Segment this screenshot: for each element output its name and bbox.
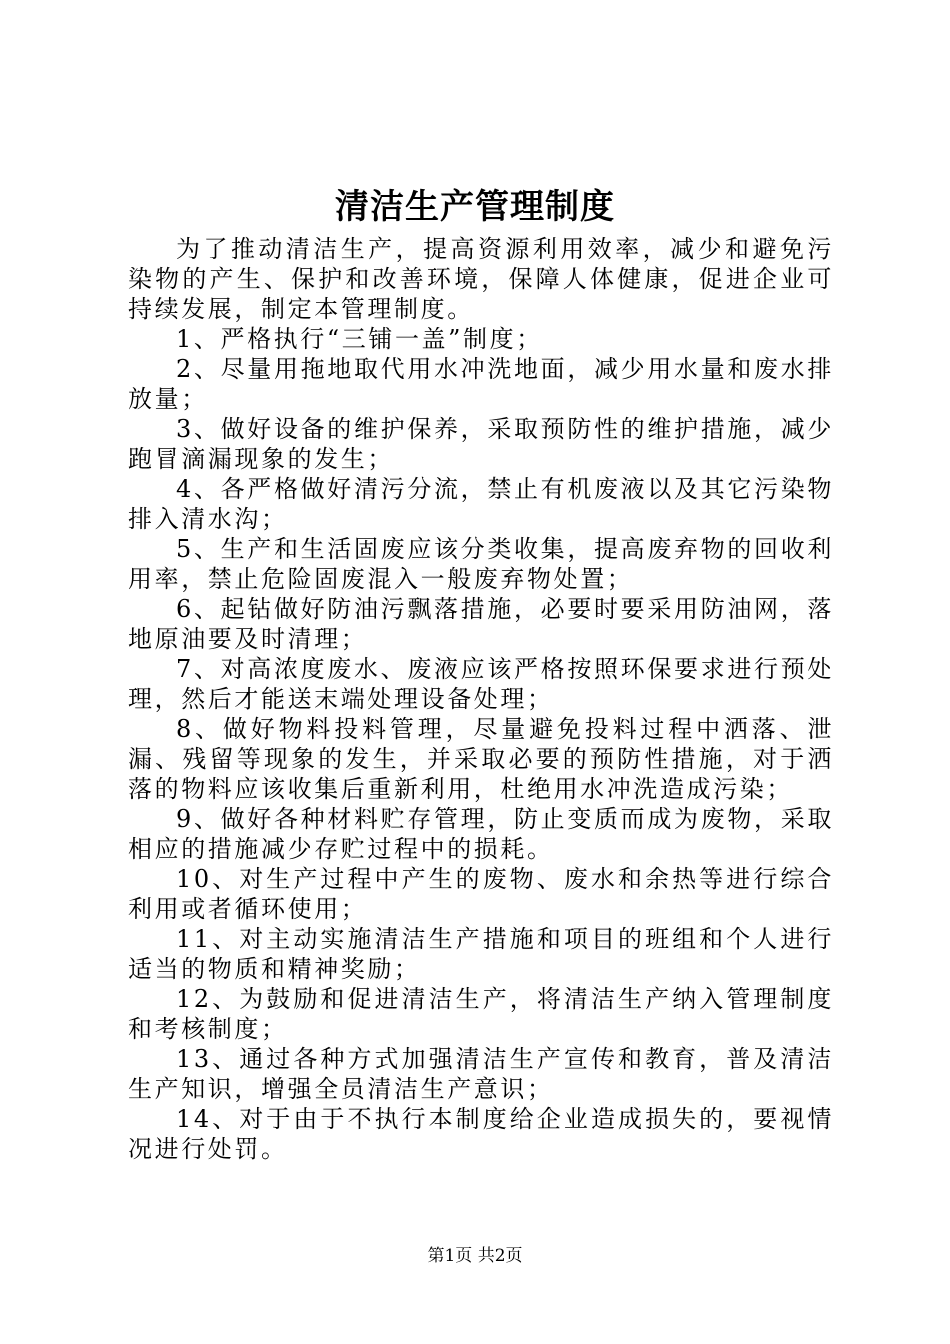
rule-item-9: 9、做好各种材料贮存管理，防止变质而成为废物，采取相应的措施减少存贮过程中的损耗。 (128, 805, 834, 863)
document-body (128, 234, 834, 1164)
rule-item-4: 4、各严格做好清污分流，禁止有机废液以及其它污染物排入清水沟； (128, 475, 834, 533)
rule-item-6: 6、起钻做好防油污飘落措施，必要时要采用防油网，落地原油要及时清理； (128, 595, 834, 653)
rule-item-11: 11、对主动实施清洁生产措施和项目的班组和个人进行适当的物质和精神奖励； (128, 925, 834, 983)
document-title: 清洁生产管理制度 (335, 187, 615, 227)
rule-item-7: 7、对高浓度废水、废液应该严格按照环保要求进行预处理，然后才能送末端处理设备处理； (128, 655, 834, 713)
rule-item-13: 13、通过各种方式加强清洁生产宣传和教育，普及清洁生产知识，增强全员清洁生产意识； (128, 1045, 834, 1103)
rule-item-10: 10、对生产过程中产生的废物、废水和余热等进行综合利用或者循环使用； (128, 865, 834, 923)
rule-item-8: 8、做好物料投料管理，尽量避免投料过程中洒落、泄漏、残留等现象的发生，并采取必要的预防性措施，对于洒落的物料应该收集后重新利用，杜绝用水冲洗造成污染； (128, 715, 834, 803)
intro-paragraph: 为了推动清洁生产，提高资源利用效率，减少和避免污染物的产生、保护和改善环境，保障人体健康，促进企业可持续发展，制定本管理制度。 (128, 235, 834, 323)
rule-item-5: 5、生产和生活固废应该分类收集，提高废弃物的回收利用率，禁止危险固废混入一般废弃物处置； (128, 535, 834, 593)
rule-item-2: 2、尽量用拖地取代用水冲洗地面，减少用水量和废水排放量； (128, 355, 834, 413)
page-footer: 第1页 共2页 (427, 1246, 523, 1266)
rule-item-12: 12、为鼓励和促进清洁生产，将清洁生产纳入管理制度和考核制度； (128, 985, 834, 1043)
rule-item-3: 3、做好设备的维护保养，采取预防性的维护措施，减少跑冒滴漏现象的发生； (128, 415, 834, 473)
rule-item-1: 1、严格执行“三铺一盖”制度； (176, 325, 543, 353)
rule-item-14: 14、对于由于不执行本制度给企业造成损失的，要视情况进行处罚。 (128, 1105, 834, 1163)
